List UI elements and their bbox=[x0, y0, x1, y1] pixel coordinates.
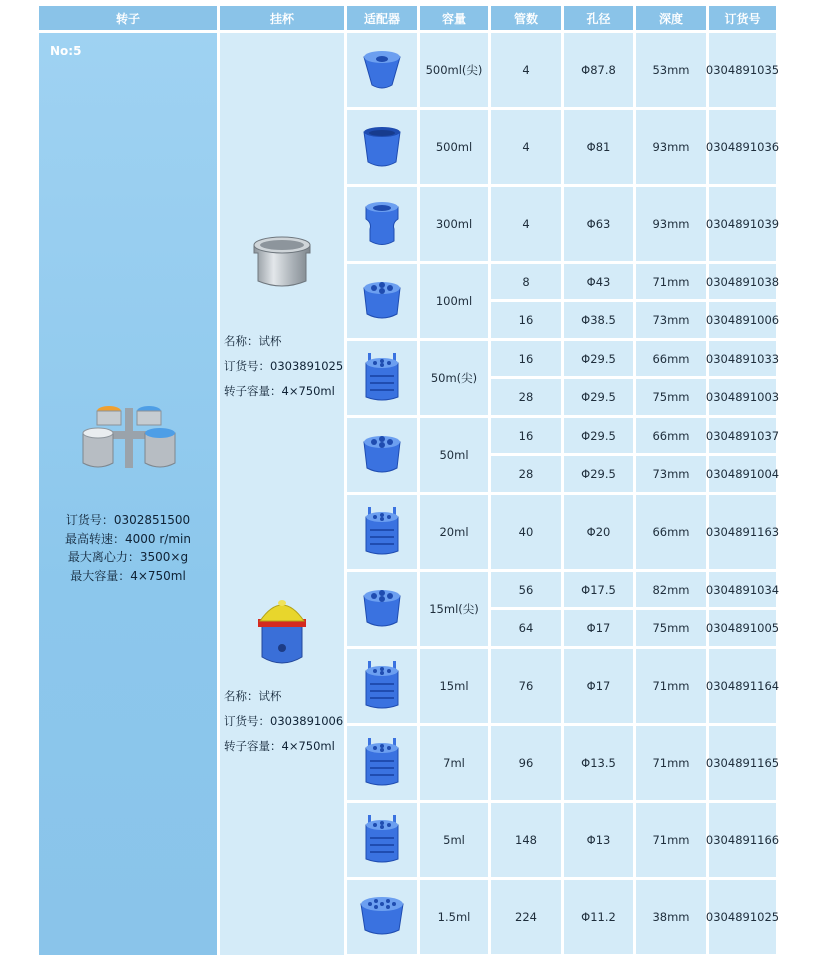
order-cell: 0304891003 bbox=[709, 379, 776, 415]
depth-cell: 53mm bbox=[636, 33, 706, 107]
steel-cup-icon bbox=[252, 223, 312, 293]
cup-adapter-icon bbox=[360, 124, 404, 170]
hole-cell: Φ29.5 bbox=[564, 456, 633, 492]
order-cell: 0304891036 bbox=[709, 110, 776, 184]
depth-cell: 66mm bbox=[636, 418, 706, 453]
column-header-0: 转子 bbox=[39, 6, 217, 30]
cup-panel bbox=[220, 33, 344, 955]
hole-cell: Φ43 bbox=[564, 264, 633, 299]
depth-cell: 73mm bbox=[636, 456, 706, 492]
rotor-max-rcf: 最大离心力：3500×g bbox=[67, 550, 189, 564]
cup-1-order-no: 订货号：0303891025 bbox=[224, 359, 344, 373]
rotor-max-capacity: 最大容量：4×750ml bbox=[70, 568, 186, 583]
column-header-7: 订货号 bbox=[709, 6, 776, 30]
cup-2-order-no: 订货号：0303891006 bbox=[224, 714, 344, 728]
adapter-image-cell bbox=[347, 495, 417, 569]
multi-hole-adapter-icon bbox=[360, 586, 404, 632]
hole-cell: Φ29.5 bbox=[564, 379, 633, 415]
micro-tube-adapter-icon bbox=[358, 894, 406, 940]
order-cell: 0304891039 bbox=[709, 187, 776, 261]
tubes-cell: 16 bbox=[491, 341, 561, 376]
tubes-cell: 4 bbox=[491, 110, 561, 184]
order-cell: 0304891035 bbox=[709, 33, 776, 107]
capacity-cell: 50ml bbox=[420, 418, 488, 492]
cup-info-2 bbox=[224, 684, 343, 759]
depth-cell: 71mm bbox=[636, 803, 706, 877]
capacity-cell: 500ml bbox=[420, 110, 488, 184]
depth-cell: 93mm bbox=[636, 187, 706, 261]
rotor-number-label: No:5 bbox=[50, 44, 82, 58]
tubes-cell: 148 bbox=[491, 803, 561, 877]
order-cell: 0304891025 bbox=[709, 880, 776, 954]
order-cell: 0304891166 bbox=[709, 803, 776, 877]
capacity-cell: 15ml(尖) bbox=[420, 572, 488, 646]
tubes-cell: 28 bbox=[491, 456, 561, 492]
tubes-cell: 56 bbox=[491, 572, 561, 607]
tubes-cell: 28 bbox=[491, 379, 561, 415]
tubes-cell: 40 bbox=[491, 495, 561, 569]
column-header-2: 适配器 bbox=[347, 6, 417, 30]
order-cell: 0304891164 bbox=[709, 649, 776, 723]
depth-cell: 75mm bbox=[636, 379, 706, 415]
hole-cell: Φ81 bbox=[564, 110, 633, 184]
order-cell: 0304891033 bbox=[709, 341, 776, 376]
adapter-image-cell bbox=[347, 572, 417, 646]
hole-cell: Φ13 bbox=[564, 803, 633, 877]
hole-cell: Φ13.5 bbox=[564, 726, 633, 800]
capacity-cell: 15ml bbox=[420, 649, 488, 723]
hole-cell: Φ20 bbox=[564, 495, 633, 569]
tube-rack-adapter-icon bbox=[362, 659, 402, 713]
tube-rack-adapter-icon bbox=[362, 736, 402, 790]
cup-2-name: 名称：试杯 bbox=[224, 689, 282, 703]
hole-cell: Φ38.5 bbox=[564, 302, 633, 338]
depth-cell: 71mm bbox=[636, 726, 706, 800]
adapter-image-cell bbox=[347, 418, 417, 492]
order-cell: 0304891034 bbox=[709, 572, 776, 607]
depth-cell: 93mm bbox=[636, 110, 706, 184]
tapered-cup-adapter-icon bbox=[360, 47, 404, 93]
order-cell: 0304891165 bbox=[709, 726, 776, 800]
sealed-cup-icon bbox=[254, 593, 310, 669]
order-cell: 0304891004 bbox=[709, 456, 776, 492]
adapter-image-cell bbox=[347, 187, 417, 261]
tubes-cell: 224 bbox=[491, 880, 561, 954]
capacity-cell: 100ml bbox=[420, 264, 488, 338]
adapter-image-cell bbox=[347, 110, 417, 184]
rotor-info bbox=[39, 511, 217, 585]
hole-cell: Φ17.5 bbox=[564, 572, 633, 607]
cup-1-capacity: 转子容量：4×750ml bbox=[224, 384, 335, 398]
hole-cell: Φ17 bbox=[564, 649, 633, 723]
order-cell: 0304891163 bbox=[709, 495, 776, 569]
column-header-3: 容量 bbox=[420, 6, 488, 30]
rotor-max-speed: 最高转速：4000 r/min bbox=[65, 531, 191, 546]
tubes-cell: 4 bbox=[491, 187, 561, 261]
depth-cell: 66mm bbox=[636, 341, 706, 376]
capacity-cell: 20ml bbox=[420, 495, 488, 569]
depth-cell: 75mm bbox=[636, 610, 706, 646]
depth-cell: 71mm bbox=[636, 649, 706, 723]
adapter-image-cell bbox=[347, 649, 417, 723]
tubes-cell: 16 bbox=[491, 418, 561, 453]
hole-cell: Φ63 bbox=[564, 187, 633, 261]
rotor-panel bbox=[39, 33, 217, 955]
depth-cell: 66mm bbox=[636, 495, 706, 569]
hole-cell: Φ17 bbox=[564, 610, 633, 646]
capacity-cell: 50m(尖) bbox=[420, 341, 488, 415]
tube-rack-adapter-icon bbox=[362, 813, 402, 867]
adapter-image-cell bbox=[347, 33, 417, 107]
adapter-image-cell bbox=[347, 726, 417, 800]
multi-hole-adapter-icon bbox=[360, 432, 404, 478]
column-header-1: 挂杯 bbox=[220, 6, 344, 30]
capacity-cell: 500ml(尖) bbox=[420, 33, 488, 107]
rotor-order-no: 订货号：0302851500 bbox=[65, 513, 191, 527]
column-header-6: 深度 bbox=[636, 6, 706, 30]
adapter-image-cell bbox=[347, 880, 417, 954]
tubes-cell: 76 bbox=[491, 649, 561, 723]
order-cell: 0304891038 bbox=[709, 264, 776, 299]
capacity-cell: 7ml bbox=[420, 726, 488, 800]
order-cell: 0304891005 bbox=[709, 610, 776, 646]
tube-rack-adapter-icon bbox=[362, 351, 402, 405]
cup-1-name: 名称：试杯 bbox=[224, 334, 282, 348]
hole-cell: Φ11.2 bbox=[564, 880, 633, 954]
column-header-4: 管数 bbox=[491, 6, 561, 30]
hole-cell: Φ87.8 bbox=[564, 33, 633, 107]
hole-cell: Φ29.5 bbox=[564, 341, 633, 376]
capacity-cell: 1.5ml bbox=[420, 880, 488, 954]
depth-cell: 38mm bbox=[636, 880, 706, 954]
cup-2-capacity: 转子容量：4×750ml bbox=[224, 739, 335, 753]
column-header-5: 孔径 bbox=[564, 6, 633, 30]
depth-cell: 71mm bbox=[636, 264, 706, 299]
bottle-adapter-icon bbox=[360, 199, 404, 249]
tubes-cell: 8 bbox=[491, 264, 561, 299]
adapter-image-cell bbox=[347, 264, 417, 338]
rotor-image-icon bbox=[79, 403, 179, 473]
hole-cell: Φ29.5 bbox=[564, 418, 633, 453]
tubes-cell: 4 bbox=[491, 33, 561, 107]
adapter-image-cell bbox=[347, 341, 417, 415]
capacity-cell: 5ml bbox=[420, 803, 488, 877]
depth-cell: 82mm bbox=[636, 572, 706, 607]
capacity-cell: 300ml bbox=[420, 187, 488, 261]
tubes-cell: 16 bbox=[491, 302, 561, 338]
adapter-image-cell bbox=[347, 803, 417, 877]
depth-cell: 73mm bbox=[636, 302, 706, 338]
order-cell: 0304891037 bbox=[709, 418, 776, 453]
order-cell: 0304891006 bbox=[709, 302, 776, 338]
tubes-cell: 64 bbox=[491, 610, 561, 646]
tube-rack-adapter-icon bbox=[362, 505, 402, 559]
cup-info-1 bbox=[224, 329, 343, 404]
multi-hole-adapter-icon bbox=[360, 278, 404, 324]
tubes-cell: 96 bbox=[491, 726, 561, 800]
